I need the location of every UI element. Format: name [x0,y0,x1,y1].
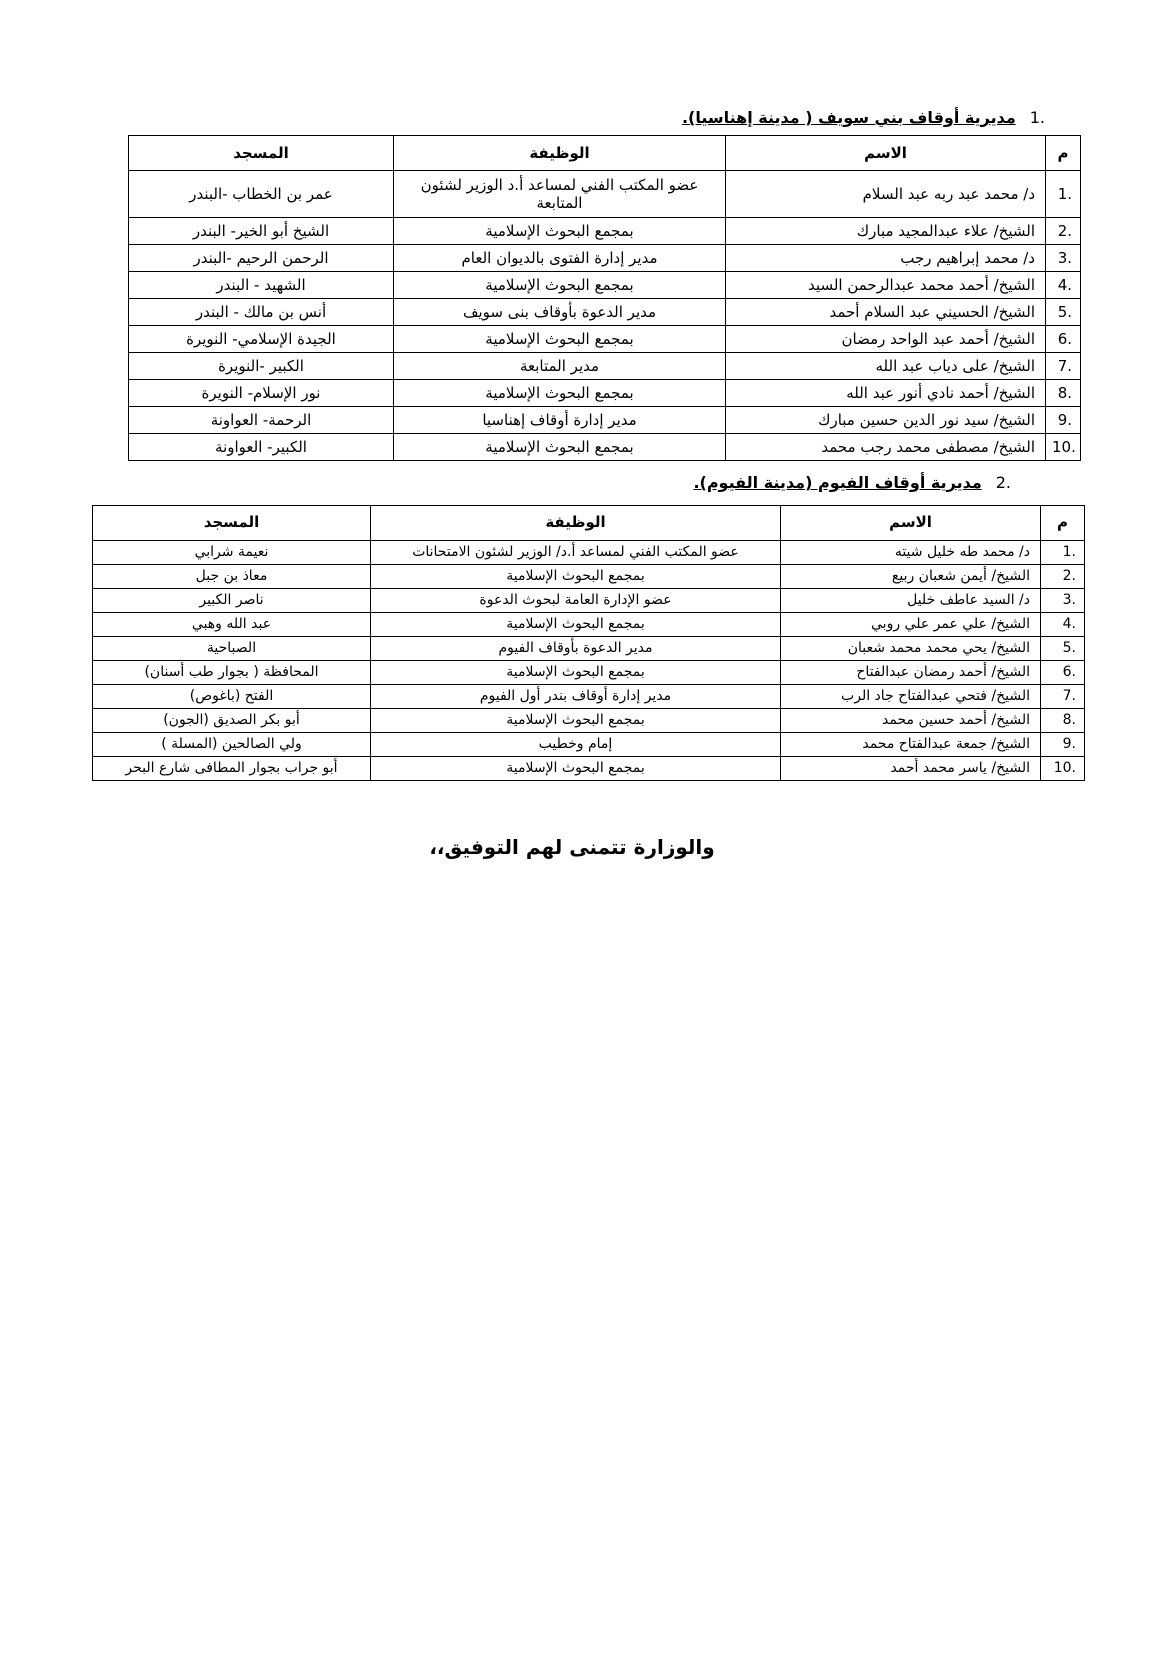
cell-mosque: الفتح (باغوص) [93,685,371,709]
cell-name: الشيخ/ أحمد حسين محمد [781,709,1041,733]
cell-job: عضو الإدارة العامة لبحوث الدعوة [371,589,781,613]
cell-mosque: الجيدة الإسلامي- النويرة [129,326,394,353]
cell-job: مدير المتابعة [394,353,726,380]
section-title: مديرية أوقاف بني سويف ( مدينة إهناسيا). [681,108,1016,127]
cell-name: د/ السيد عاطف خليل [781,589,1041,613]
section-heading-fayoum [693,473,1011,492]
table-bani-suef [128,135,1081,461]
cell-job: عضو المكتب الفني لمساعد أ.د الوزير لشئون المتابعة [394,171,726,218]
cell-job: بمجمع البحوث الإسلامية [394,434,726,461]
cell-number: 10. [1041,757,1085,781]
header-number: م [1041,506,1085,541]
table-row [93,757,1085,781]
header-mosque: المسجد [129,136,394,171]
table-row [129,218,1081,245]
cell-mosque: الرحمة- العواونة [129,407,394,434]
cell-name: الشيخ/ أحمد رمضان عبدالفتاح [781,661,1041,685]
cell-job: بمجمع البحوث الإسلامية [394,326,726,353]
cell-job: بمجمع البحوث الإسلامية [394,272,726,299]
table-header-row [129,136,1081,171]
table-row [129,434,1081,461]
cell-number: 6. [1041,661,1085,685]
cell-name: الشيخ/ جمعة عبدالفتاح محمد [781,733,1041,757]
cell-mosque: ولي الصالحين (المسلة ) [93,733,371,757]
section-title: مديرية أوقاف الفيوم (مدينة الفيوم). [693,473,982,492]
header-job: الوظيفة [371,506,781,541]
cell-job: بمجمع البحوث الإسلامية [371,757,781,781]
cell-job: مدير إدارة أوقاف إهناسيا [394,407,726,434]
cell-number: 7. [1046,353,1081,380]
table-row [129,272,1081,299]
cell-number: 4. [1046,272,1081,299]
table-row [129,353,1081,380]
cell-job: مدير الدعوة بأوقاف الفيوم [371,637,781,661]
cell-job: مدير إدارة أوقاف بندر أول الفيوم [371,685,781,709]
cell-mosque: عبد الله وهبي [93,613,371,637]
header-name: الاسم [726,136,1046,171]
table-header-row [93,506,1085,541]
cell-number: 5. [1046,299,1081,326]
cell-mosque: الكبير -النويرة [129,353,394,380]
cell-number: 8. [1041,709,1085,733]
cell-number: 2. [1041,565,1085,589]
section-number: 2. [995,473,1011,492]
table-row [93,733,1085,757]
cell-mosque: معاذ بن جبل [93,565,371,589]
header-number: م [1046,136,1081,171]
cell-mosque: الكبير- العواونة [129,434,394,461]
table-row [93,541,1085,565]
cell-number: 5. [1041,637,1085,661]
table-row [93,589,1085,613]
cell-name: د/ محمد طه خليل شيته [781,541,1041,565]
section-heading-bani-suef [682,108,1045,127]
cell-job: بمجمع البحوث الإسلامية [371,661,781,685]
table-row [93,565,1085,589]
table-row [129,407,1081,434]
cell-name: الشيخ/ مصطفى محمد رجب محمد [726,434,1046,461]
cell-job: بمجمع البحوث الإسلامية [371,613,781,637]
cell-mosque: الرحمن الرحيم -البندر [129,245,394,272]
cell-mosque: نور الإسلام- النويرة [129,380,394,407]
cell-job: بمجمع البحوث الإسلامية [371,565,781,589]
cell-mosque: أنس بن مالك - البندر [129,299,394,326]
cell-name: الشيخ/ أحمد نادي أنور عبد الله [726,380,1046,407]
cell-number: 1. [1041,541,1085,565]
table-row [129,326,1081,353]
cell-number: 9. [1041,733,1085,757]
cell-name: الشيخ/ علي عمر علي روبي [781,613,1041,637]
table-row [93,661,1085,685]
cell-name: د/ محمد إبراهيم رجب [726,245,1046,272]
cell-name: الشيخ/ علاء عبدالمجيد مبارك [726,218,1046,245]
cell-mosque: المحافظة ( بجوار طب أسنان) [93,661,371,685]
cell-mosque: أبو بكر الصديق (الجون) [93,709,371,733]
cell-name: الشيخ/ ياسر محمد أحمد [781,757,1041,781]
cell-number: 9. [1046,407,1081,434]
cell-job: بمجمع البحوث الإسلامية [394,218,726,245]
cell-number: 6. [1046,326,1081,353]
section-number: 1. [1029,108,1045,127]
cell-mosque: عمر بن الخطاب -البندر [129,171,394,218]
cell-number: 1. [1046,171,1081,218]
header-job: الوظيفة [394,136,726,171]
table-row [93,613,1085,637]
table-row [93,685,1085,709]
cell-name: الشيخ/ أحمد عبد الواحد رمضان [726,326,1046,353]
cell-job: بمجمع البحوث الإسلامية [371,709,781,733]
cell-job: بمجمع البحوث الإسلامية [394,380,726,407]
cell-number: 3. [1041,589,1085,613]
cell-job: إمام وخطيب [371,733,781,757]
cell-name: الشيخ/ فتحي عبدالفتاح جاد الرب [781,685,1041,709]
cell-mosque: أبو جراب بجوار المطافى شارع البحر [93,757,371,781]
cell-mosque: الصباحية [93,637,371,661]
table-row [129,245,1081,272]
closing-remark: والوزارة تتمنى لهم التوفيق،، [429,835,715,859]
cell-name: الشيخ/ أحمد محمد عبدالرحمن السيد [726,272,1046,299]
cell-number: 10. [1046,434,1081,461]
cell-job: عضو المكتب الفني لمساعد أ.د/ الوزير لشئون الامتحانات [371,541,781,565]
cell-name: الشيخ/ أيمن شعبان ربيع [781,565,1041,589]
cell-number: 8. [1046,380,1081,407]
cell-job: مدير إدارة الفتوى بالديوان العام [394,245,726,272]
table-row [129,380,1081,407]
header-name: الاسم [781,506,1041,541]
cell-name: الشيخ/ سيد نور الدين حسين مبارك [726,407,1046,434]
table-row [129,171,1081,218]
cell-mosque: نعيمة شرابي [93,541,371,565]
cell-job: مدير الدعوة بأوقاف بنى سويف [394,299,726,326]
cell-mosque: الشهيد - البندر [129,272,394,299]
cell-name: الشيخ/ على دياب عبد الله [726,353,1046,380]
cell-mosque: الشيخ أبو الخير- البندر [129,218,394,245]
cell-number: 3. [1046,245,1081,272]
cell-number: 2. [1046,218,1081,245]
table-fayoum [92,505,1085,781]
table-row [93,637,1085,661]
cell-mosque: ناصر الكبير [93,589,371,613]
cell-name: الشيخ/ الحسيني عبد السلام أحمد [726,299,1046,326]
cell-name: الشيخ/ يحي محمد محمد شعبان [781,637,1041,661]
header-mosque: المسجد [93,506,371,541]
cell-number: 7. [1041,685,1085,709]
table-row [93,709,1085,733]
cell-number: 4. [1041,613,1085,637]
table-row [129,299,1081,326]
cell-name: د/ محمد عبد ربه عبد السلام [726,171,1046,218]
